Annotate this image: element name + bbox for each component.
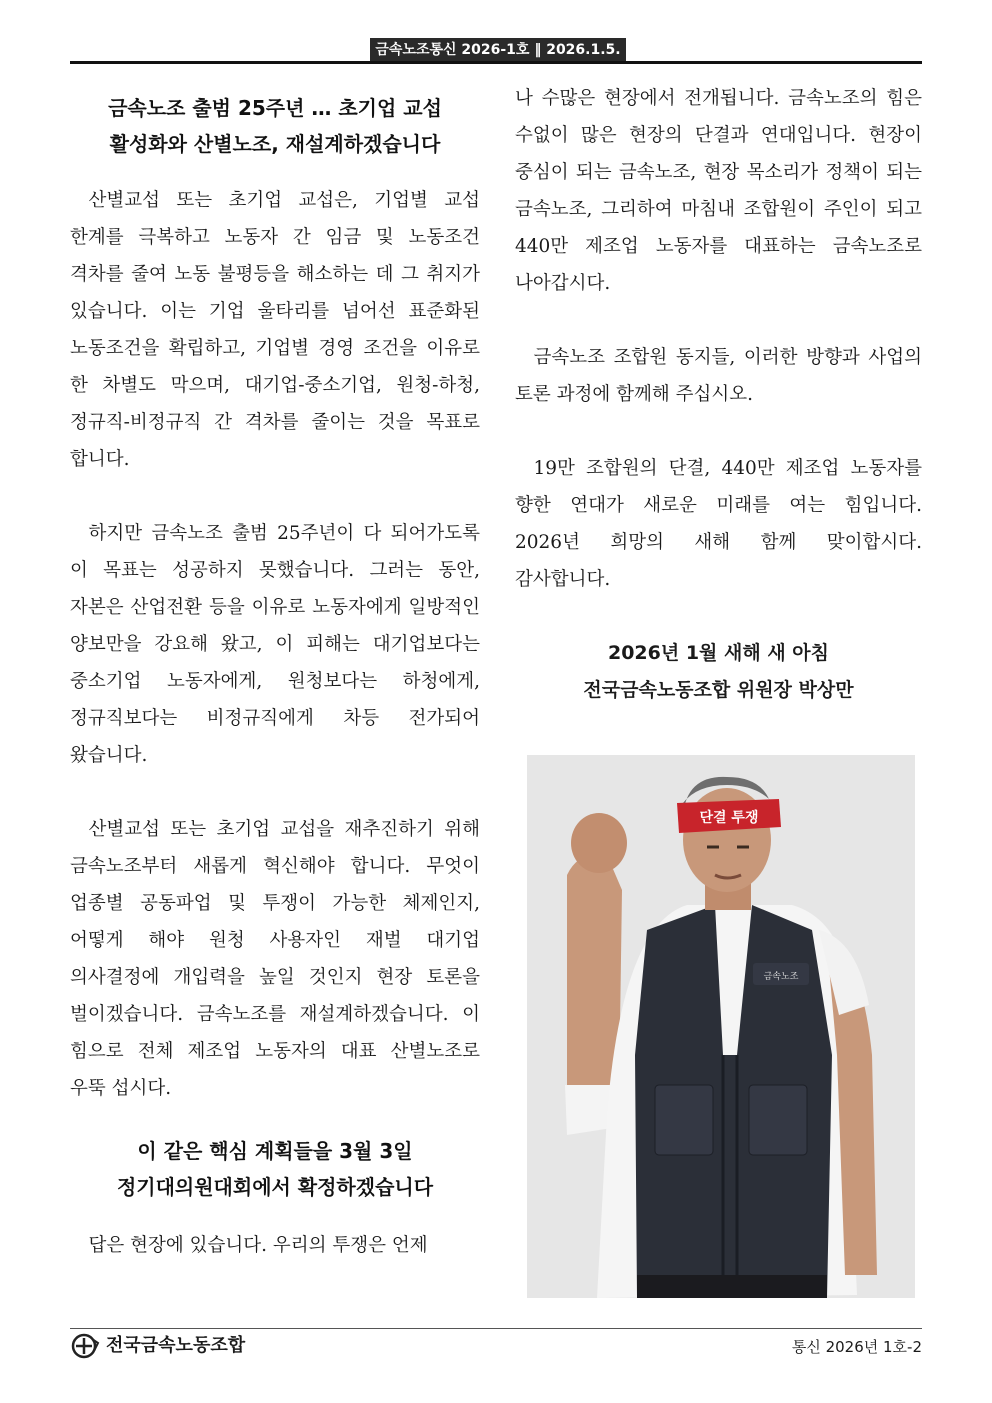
section-subtitle [70, 1133, 480, 1205]
footer-org-name: 전국금속노동조합 [106, 1335, 246, 1356]
signature-name: 전국금속노동조합 위원장 박상만 [583, 679, 854, 701]
headband-text: 단결 투쟁 [699, 810, 759, 826]
paragraph-2: 하지만 금속노조 출범 25주년이 다 되어가도록 이 목표는 성공하지 못했습니다. 그러는 동안, 자본은 산업전환 등을 이유로 노동자에게 일방적인 양보만을 강요해 왔고, 이 피해는 대기업보다는 중소기업 노동자에게, 원청보다는 하청에게, 정규직보다는 비정규직에게 차등 전가되어 왔습니다. [70, 523, 480, 766]
chairman-photo [527, 755, 915, 1298]
footer-rule [70, 1328, 922, 1329]
paragraph-7: 19만 조합원의 단결, 440만 제조업 노동자를 향한 연대가 새로운 미래를 여는 힘입니다. 2026년 희망의 새해 함께 맞이합시다. 감사합니다. [515, 458, 922, 590]
vest-logo-text: 금속노조 [763, 972, 799, 982]
paragraph-4: 답은 현장에 있습니다. 우리의 투쟁은 언제 [88, 1235, 428, 1256]
union-logo-icon [70, 1333, 100, 1359]
article-title [70, 90, 480, 162]
title-line-2: 활성화와 산별노조, 재설계하겠습니다 [109, 132, 441, 156]
title-line-1: 금속노조 출범 25주년 … 초기업 교섭 [108, 96, 442, 120]
left-column [70, 80, 480, 1264]
subtitle-line-1: 이 같은 핵심 계획들을 3월 3일 [137, 1139, 413, 1163]
issue-header: 금속노조통신 2026-1호 ‖ 2026.1.5.(월) [370, 38, 626, 62]
chairman-illustration [527, 755, 915, 1298]
paragraph-3: 산별교섭 또는 초기업 교섭을 재추진하기 위해 금속노조부터 새롭게 혁신해야 합니다. 무엇이 업종별 공동파업 및 투쟁이 가능한 체제인지, 어떻게 해야 원청 사용자인 재벌 대기업 의사결정에 개입력을 높일 것인지 현장 토론을 벌이겠습니다. 금속노조를 재설계하겠습니다. 이 힘으로 전체 제조업 노동자의 대표 산별노조로 우뚝 섭시다. [70, 819, 480, 1099]
paragraph-1: 산별교섭 또는 초기업 교섭은, 기업별 교섭 한계를 극복하고 노동자 간 임금 및 노동조건 격차를 줄여 노동 불평등을 해소하는 데 그 취지가 있습니다. 이는 기업 울타리를 넘어선 표준화된 노동조건을 확립하고, 기업별 경영 조건을 이유로 한 차별도 막으며, 대기업-중소기업, 원청-하청, 정규직-비정규직 간 격차를 줄이는 것을 목표로 합니다. [70, 190, 480, 470]
footer-page-label: 통신 2026년 1호-2 [791, 1338, 922, 1356]
paragraph-5: 나 수많은 현장에서 전개됩니다. 금속노조의 힘은 수없이 많은 현장의 단결과 연대입니다. 현장이 중심이 되는 금속노조, 현장 목소리가 정책이 되는 금속노조, 그리하여 마침내 조합원이 주인이 되고 440만 제조업 노동자를 대표하는 금속노조로 나아갑시다. [515, 88, 922, 294]
right-column [515, 80, 922, 709]
subtitle-line-2: 정기대의원대회에서 확정하겠습니다 [116, 1175, 434, 1199]
signature-date: 2026년 1월 새해 새 아침 [607, 642, 830, 664]
paragraph-6: 금속노조 조합원 동지들, 이러한 방향과 사업의 토론 과정에 함께해 주십시오. [515, 347, 922, 405]
header-rule [70, 61, 922, 64]
